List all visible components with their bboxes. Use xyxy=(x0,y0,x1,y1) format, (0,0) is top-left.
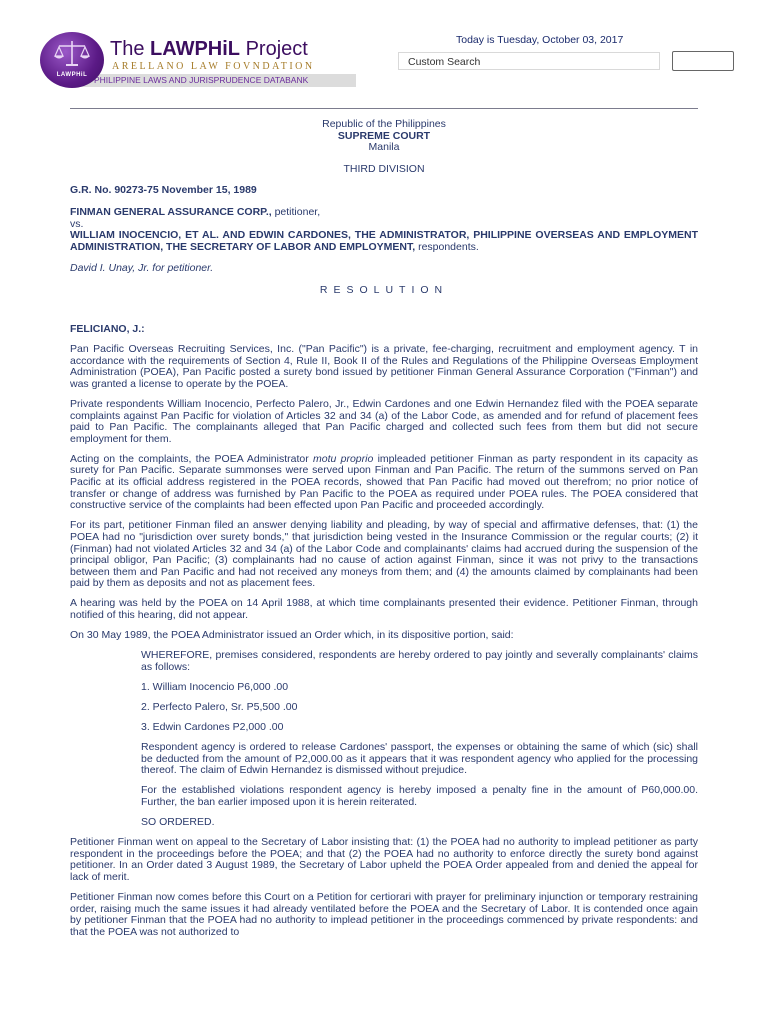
paragraph-3-text-b: impleaded petitioner Finman as party respondent in its capacity as surety for Pan Pacific. Separate summonses were served upon Finman and Pan Pacific. The return of the summons served on Pan Pacific at its official address registered in the POEA records, showed that Pan Pacific had moved out therefrom; no prior notice of transfer or change of address was furnished by Pan Pacific to the POEA as required under POEA rules. The POEA considered that constructive service of the complaints had been effected upon Pan Pacific and proceeded accordingly. xyxy=(70,452,698,512)
search-button[interactable] xyxy=(672,51,734,71)
paragraph-3-text-a: Acting on the complaints, the POEA Administrator xyxy=(70,452,313,465)
paragraph-1: Pan Pacific Overseas Recruiting Services, Inc. ("Pan Pacific") is a private, fee-charging, recruitment and employment agency. T in accordance with the requirements of Section 4, Rule II, Book II of the Rules and Regulations of the Philippine Overseas Employment Administration (POEA), Pan Pacific posted a surety bond issued by petitioner Finman General Assurance Corporation ("Finman") and was granted a license to operate by the POEA. xyxy=(70,343,698,390)
paragraph-3 xyxy=(70,454,698,512)
logo-title xyxy=(110,38,308,61)
gr-number: G.R. No. 90273-75 November 15, 1989 xyxy=(70,184,257,197)
logo-subtitle: ARELLANO LAW FOVNDATION xyxy=(112,61,315,72)
paragraph-8: Petitioner Finman now comes before this Court on a Petition for certiorari with prayer for preliminary injunction or temporary restraining order, raising much the same issues it had already ventilated before the POEA and the Secretary of Labor. It is contended once again by petitioner Finman that the POEA had no authority to implead petitioner in the proceedings commenced by private respondents: and that the POEA was not authorized to xyxy=(70,891,698,938)
logo-title-suffix: Project xyxy=(240,38,308,60)
paragraph-2: Private respondents William Inocencio, Perfecto Palero, Jr., Edwin Cardones and one Edwin Hernandez filed with the POEA separate complaints against Pan Pacific for violation of Articles 32 and 34 (a) of the Labor Code, as amended and for refund of placement fees paid to Pan Pacific. The complainants alleged that Pan Pacific charged and collected such fees from them but did not secure employment for them. xyxy=(70,398,698,445)
counsel-line: David I. Unay, Jr. for petitioner. xyxy=(70,262,214,275)
logo-title-main: LAWPHiL xyxy=(150,38,241,60)
paragraph-3-italic: motu proprio xyxy=(312,452,374,465)
respondents-line xyxy=(70,230,698,253)
document-type: RESOLUTION xyxy=(319,283,449,296)
court-city: Manila xyxy=(368,141,400,154)
ponente: FELICIANO, J.: xyxy=(70,322,145,335)
quote-so-ordered: SO ORDERED. xyxy=(141,816,215,829)
spacer xyxy=(70,297,698,324)
quote-item-1: 1. William Inocencio P6,000 .00 xyxy=(141,680,289,693)
paragraph-6: On 30 May 1989, the POEA Administrator issued an Order which, in its dispositive portion, said: xyxy=(70,629,514,642)
case-document xyxy=(70,119,698,947)
division: THIRD DIVISION xyxy=(343,162,425,175)
date-text: Today is Tuesday, October 03, 2017 xyxy=(456,34,624,46)
respondents-role: respondents. xyxy=(415,240,479,253)
search-input[interactable]: Custom Search xyxy=(398,52,660,70)
header-divider xyxy=(70,108,698,109)
paragraph-7: Petitioner Finman went on appeal to the Secretary of Labor insisting that: (1) the POEA had no authority to implead petitioner as party respondent in the proceedings before the POEA; and that (2) the POEA had no authority to enforce directly the surety bond against petitioner. In an Order dated 3 August 1989, the Secretary of Labor upheld the POEA Order appealed from and denied the appeal for lack of merit. xyxy=(70,836,698,883)
vs-line: vs. xyxy=(70,217,84,230)
quoted-order xyxy=(141,650,698,829)
respondents-names: WILLIAM INOCENCIO, ET AL. AND EDWIN CARDONES, THE ADMINISTRATOR, PHILIPPINE OVERSEAS AND EMPLOYMENT ADMINISTRATION, THE SECRETARY OF LABOR AND EMPLOYMENT, xyxy=(70,229,698,253)
quote-item-2: 2. Perfecto Palero, Sr. P5,500 .00 xyxy=(141,700,298,713)
petitioner-name: FINMAN GENERAL ASSURANCE CORP., xyxy=(70,205,272,218)
republic-line: Republic of the Philippines xyxy=(322,118,446,130)
site-logo[interactable] xyxy=(40,30,360,90)
court-name: SUPREME COURT xyxy=(337,129,431,142)
paragraph-5: A hearing was held by the POEA on 14 April 1988, at which time complainants presented their evidence. Petitioner Finman, through notified of this hearing, did not appear. xyxy=(70,597,698,621)
petitioner-line xyxy=(70,207,698,219)
logo-seal-text: LAWPHiL xyxy=(56,72,88,78)
paragraph-4: For its part, petitioner Finman filed an answer denying liability and pleading, by way of special and affirmative defenses, that: (1) the POEA had no "jurisdiction over surety bonds," that jurisdiction being vested in the Insurance Commission or the regular courts; (2) it (Finman) had not violated Articles 32 and 34 (a) of the Labor Code and complainants' claims had accrued during the suspension of the principal obligor, Pan Pacific; (3) complainants had no cause of action against Finman, since it was not privy to the transactions between them and Pan Pacific and had not received any moneys from them; and (4) the amounts claimed by complainants had been paid by them as deposits and not as placement fees. xyxy=(70,519,698,590)
logo-band-text: PHILIPPINE LAWS AND JURISPRUDENCE DATABANK xyxy=(72,74,356,87)
quote-release-passport: Respondent agency is ordered to release Cardones' passport, the expenses or obtaining the same of which (sic) shall be deducted from the amount of P2,000.00 as it appears that it was respondent agency who applied for the processing thereof. The claim of Edwin Hernandez is dismissed without prejudice. xyxy=(141,741,698,777)
quote-penalty: For the established violations respondent agency is hereby imposed a penalty fine in the amount of P60,000.00. Further, the ban earlier imposed upon it is herein reiterated. xyxy=(141,784,698,809)
quote-wherefore: WHEREFORE, premises considered, respondents are hereby ordered to pay jointly and severally complainants' claims as follows: xyxy=(141,649,698,673)
petitioner-role: petitioner, xyxy=(271,205,321,218)
quote-item-3: 3. Edwin Cardones P2,000 .00 xyxy=(141,721,284,734)
scales-of-justice-icon xyxy=(40,32,104,88)
logo-title-prefix: The xyxy=(110,38,151,60)
